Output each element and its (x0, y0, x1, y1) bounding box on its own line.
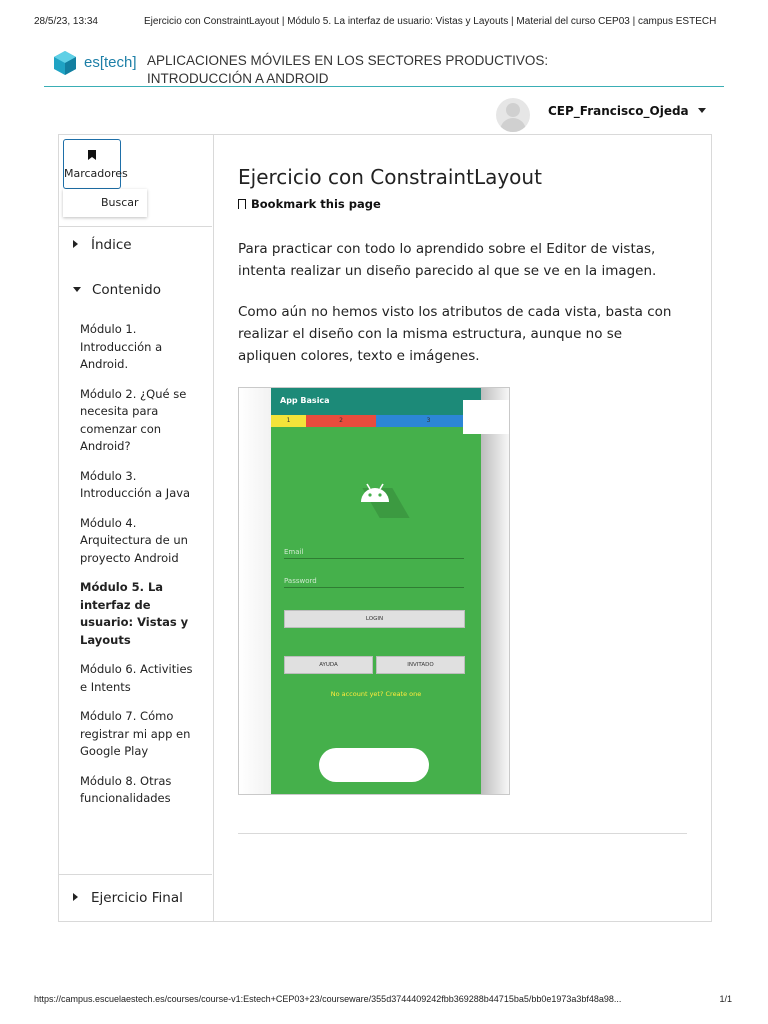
final-label: Ejercicio Final (91, 890, 183, 906)
mock-guest-button: INVITADO (376, 656, 465, 674)
unit-title: Ejercicio con ConstraintLayout (238, 165, 542, 189)
username[interactable]: CEP_Francisco_Ojeda (548, 104, 689, 118)
estech-logo-icon[interactable] (52, 50, 78, 76)
course-sidebar (59, 135, 214, 921)
course-title: APLICACIONES MÓVILES EN LOS SECTORES PRODUCTIVOS: INTRODUCCIÓN A ANDROID (147, 53, 549, 86)
bookmarks-button[interactable] (63, 139, 128, 189)
mock-help-button: AYUDA (284, 656, 373, 674)
phone-screen (271, 388, 481, 794)
paragraph-2: Como aún no hemos visto los atributos de cada vista, basta con realizar el diseño con la misma estructura, aunque no se apliquen colores, texto e imágenes. (238, 304, 672, 364)
sidebar-section-content[interactable] (73, 282, 161, 298)
module-link-8[interactable]: Módulo 8. Otras funcionalidades (80, 773, 172, 805)
search-label: Buscar (101, 196, 139, 209)
bookmarks-label: Marcadores (64, 167, 128, 180)
module-link-6[interactable]: Módulo 6. Activities e Intents (80, 662, 193, 694)
unit-content (214, 135, 711, 921)
print-date: 28/5/23, 13:34 (34, 16, 98, 27)
print-url: https://campus.escuelaestech.es/courses/course-v1:Estech+CEP03+23/courseware/355d3744409242fbb369288b44715ba5/bb0e1973a3bf48a98... (34, 994, 622, 1004)
mock-password-label: Password (284, 577, 317, 585)
module-link-7[interactable]: Módulo 7. Cómo registrar mi app en Google Play (80, 709, 191, 758)
mock-create-account-link: No account yet? Create one (330, 690, 422, 698)
mock-white-pill (319, 748, 429, 782)
sidebar-section-final[interactable] (73, 890, 183, 906)
mock-tab-1: 1 (271, 415, 306, 427)
bookmark-page-label: Bookmark this page (251, 197, 381, 211)
mock-email-label: Email (284, 548, 304, 556)
bookmark-icon (88, 150, 96, 160)
caret-right-icon (73, 240, 78, 248)
search-button[interactable] (63, 189, 147, 217)
module-list (80, 321, 200, 820)
print-page-count: 1/1 (719, 994, 732, 1004)
mock-login-button: LOGIN (284, 610, 465, 628)
course-frame (58, 134, 712, 922)
mock-tab-2: 2 (306, 415, 376, 427)
logo-text[interactable]: es[tech] (84, 54, 137, 71)
white-overlay-box (463, 400, 510, 434)
mock-app-title: App Basica (280, 396, 330, 405)
mock-tabbar (271, 415, 481, 427)
caret-right-icon (73, 893, 78, 901)
sidebar-section-index[interactable] (73, 237, 132, 253)
paragraph-1: Para practicar con todo lo aprendido sobre el Editor de vistas, intenta realizar un diseño parecido al que se ve en la imagen. (238, 241, 657, 279)
index-label: Índice (91, 237, 132, 253)
mock-appbar (271, 388, 481, 415)
mock-password-underline (284, 587, 464, 588)
content-divider (238, 833, 687, 834)
print-doc-title: Ejercicio con ConstraintLayout | Módulo 5. La interfaz de usuario: Vistas y Layouts | Material del curso CEP03 | campus ESTECH (144, 16, 717, 27)
module-link-1[interactable]: Módulo 1. Introducción a Android. (80, 322, 163, 371)
android-icon (359, 480, 391, 504)
bookmark-page-link[interactable] (238, 197, 381, 211)
phone-shadow (481, 388, 509, 794)
caret-down-icon (73, 287, 81, 292)
mock-email-underline (284, 558, 464, 559)
phone-bezel (239, 388, 271, 794)
app-mockup-image (238, 387, 510, 795)
module-link-3[interactable]: Módulo 3. Introducción a Java (80, 468, 191, 500)
site-header (44, 44, 724, 87)
bookmark-outline-icon (238, 199, 246, 209)
module-link-4[interactable]: Módulo 4. Arquitectura de un proyecto Android (80, 515, 188, 565)
module-link-5-active[interactable]: Módulo 5. La interfaz de usuario: Vistas y Layouts (80, 580, 189, 647)
module-link-2[interactable]: Módulo 2. ¿Qué se necesita para comenzar con Android? (80, 386, 187, 453)
content-label: Contenido (92, 282, 161, 298)
user-menu-caret-icon[interactable] (698, 108, 706, 113)
sidebar-divider (59, 874, 212, 875)
print-header (34, 16, 732, 30)
user-avatar[interactable] (496, 98, 530, 132)
print-footer (34, 994, 732, 1008)
sidebar-divider (59, 226, 212, 227)
mock-tab-3: 3 (376, 415, 481, 427)
